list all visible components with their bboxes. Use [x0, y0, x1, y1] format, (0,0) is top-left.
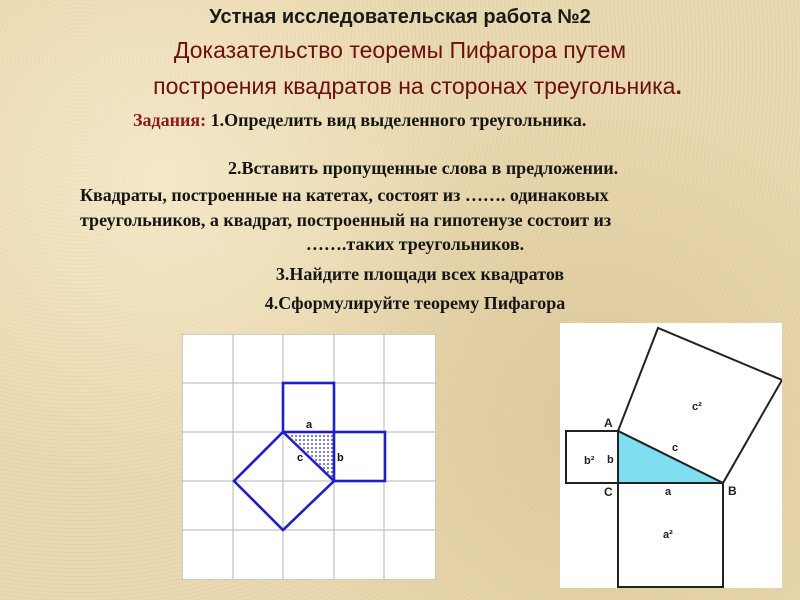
task-1	[133, 110, 586, 131]
side-c-label: c	[672, 442, 679, 454]
side-b-label: b	[607, 454, 614, 466]
task-2: 2.Вставить пропущенные слова в предложении.	[228, 158, 619, 178]
task-2-sentence	[80, 183, 750, 257]
square-a2-label: a²	[663, 529, 673, 541]
square-c2-label: c²	[692, 401, 702, 413]
slide-subtitle: Устная исследовательская работа №2	[209, 6, 591, 28]
tasks-label: Задания:	[133, 110, 207, 130]
triangle-figure	[560, 323, 782, 588]
grid-figure	[182, 334, 436, 580]
vertex-b-label: B	[728, 484, 737, 498]
vertex-a-label: A	[604, 416, 613, 430]
vertex-c-label: C	[604, 485, 613, 499]
side-a-label: a	[665, 486, 672, 498]
task-1-text: 1.Определить вид выделенного треугольника.	[210, 110, 587, 130]
square-b2-label: b²	[584, 455, 595, 467]
task-4: 4.Сформулируйте теорему Пифагора	[264, 293, 566, 313]
slide-title-period: .	[675, 73, 682, 99]
label-a: a	[306, 419, 313, 431]
task-2-sentence-line-3: …….таких треугольников.	[305, 234, 525, 254]
slide-title-line-2	[0, 73, 800, 100]
slide-title-line-2-text: построения квадратов на сторонах треугольника	[153, 73, 676, 99]
task-3: 3.Найдите площади всех квадратов	[275, 264, 565, 284]
task-2-sentence-line-2: треугольников, а квадрат, построенный на гипотенузе состоит из	[80, 209, 612, 230]
task-2-sentence-line-1: Квадраты, построенные на катетах, состоят из ……. одинаковых	[80, 185, 609, 205]
label-c: c	[297, 452, 304, 464]
slide-title-line-1: Доказательство теоремы Пифагора путем	[173, 37, 627, 63]
label-b: b	[337, 452, 344, 464]
